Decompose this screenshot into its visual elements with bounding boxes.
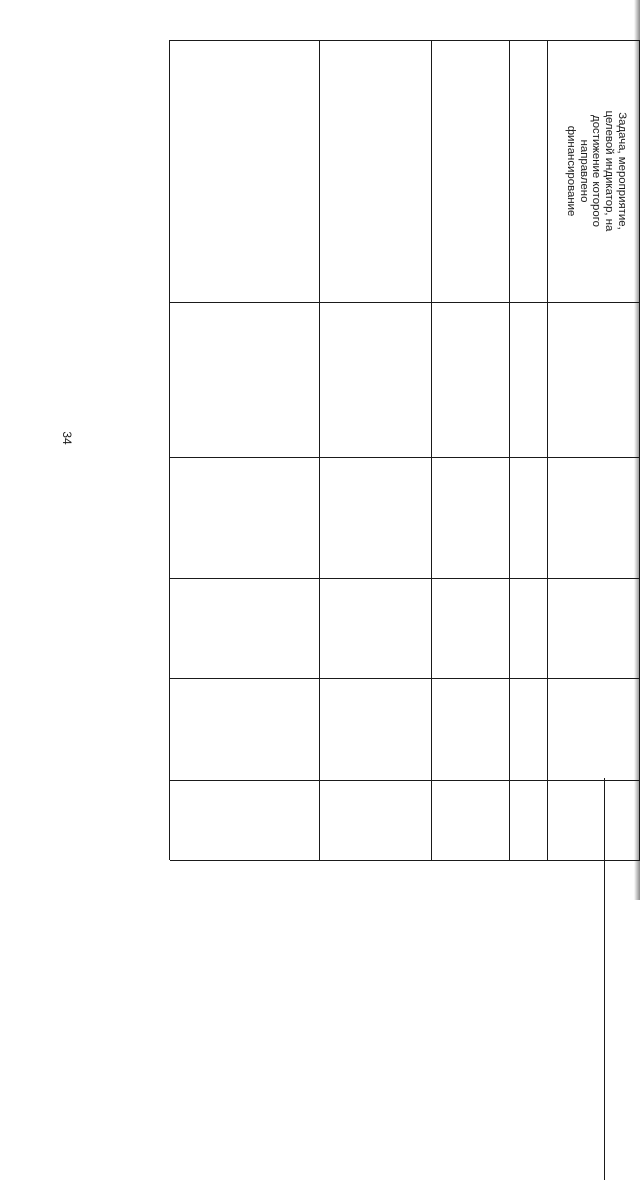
table-rule [170,302,640,303]
table-rule [170,578,640,579]
table-rule [604,778,605,1078]
table-rule [431,40,432,860]
financing-table [170,40,640,860]
table-rule [319,40,320,860]
header-cell [548,40,640,302]
table-rule [509,40,510,860]
table-rule [170,678,640,679]
table-rule [169,40,170,860]
table-rule [170,780,640,781]
table-rule [510,860,605,861]
table-rule [170,457,640,458]
page-number: 34 [60,431,74,445]
header-text: Задача, мероприятие, целевой индикатор, на достижение которого направлено финансирование [564,110,628,232]
